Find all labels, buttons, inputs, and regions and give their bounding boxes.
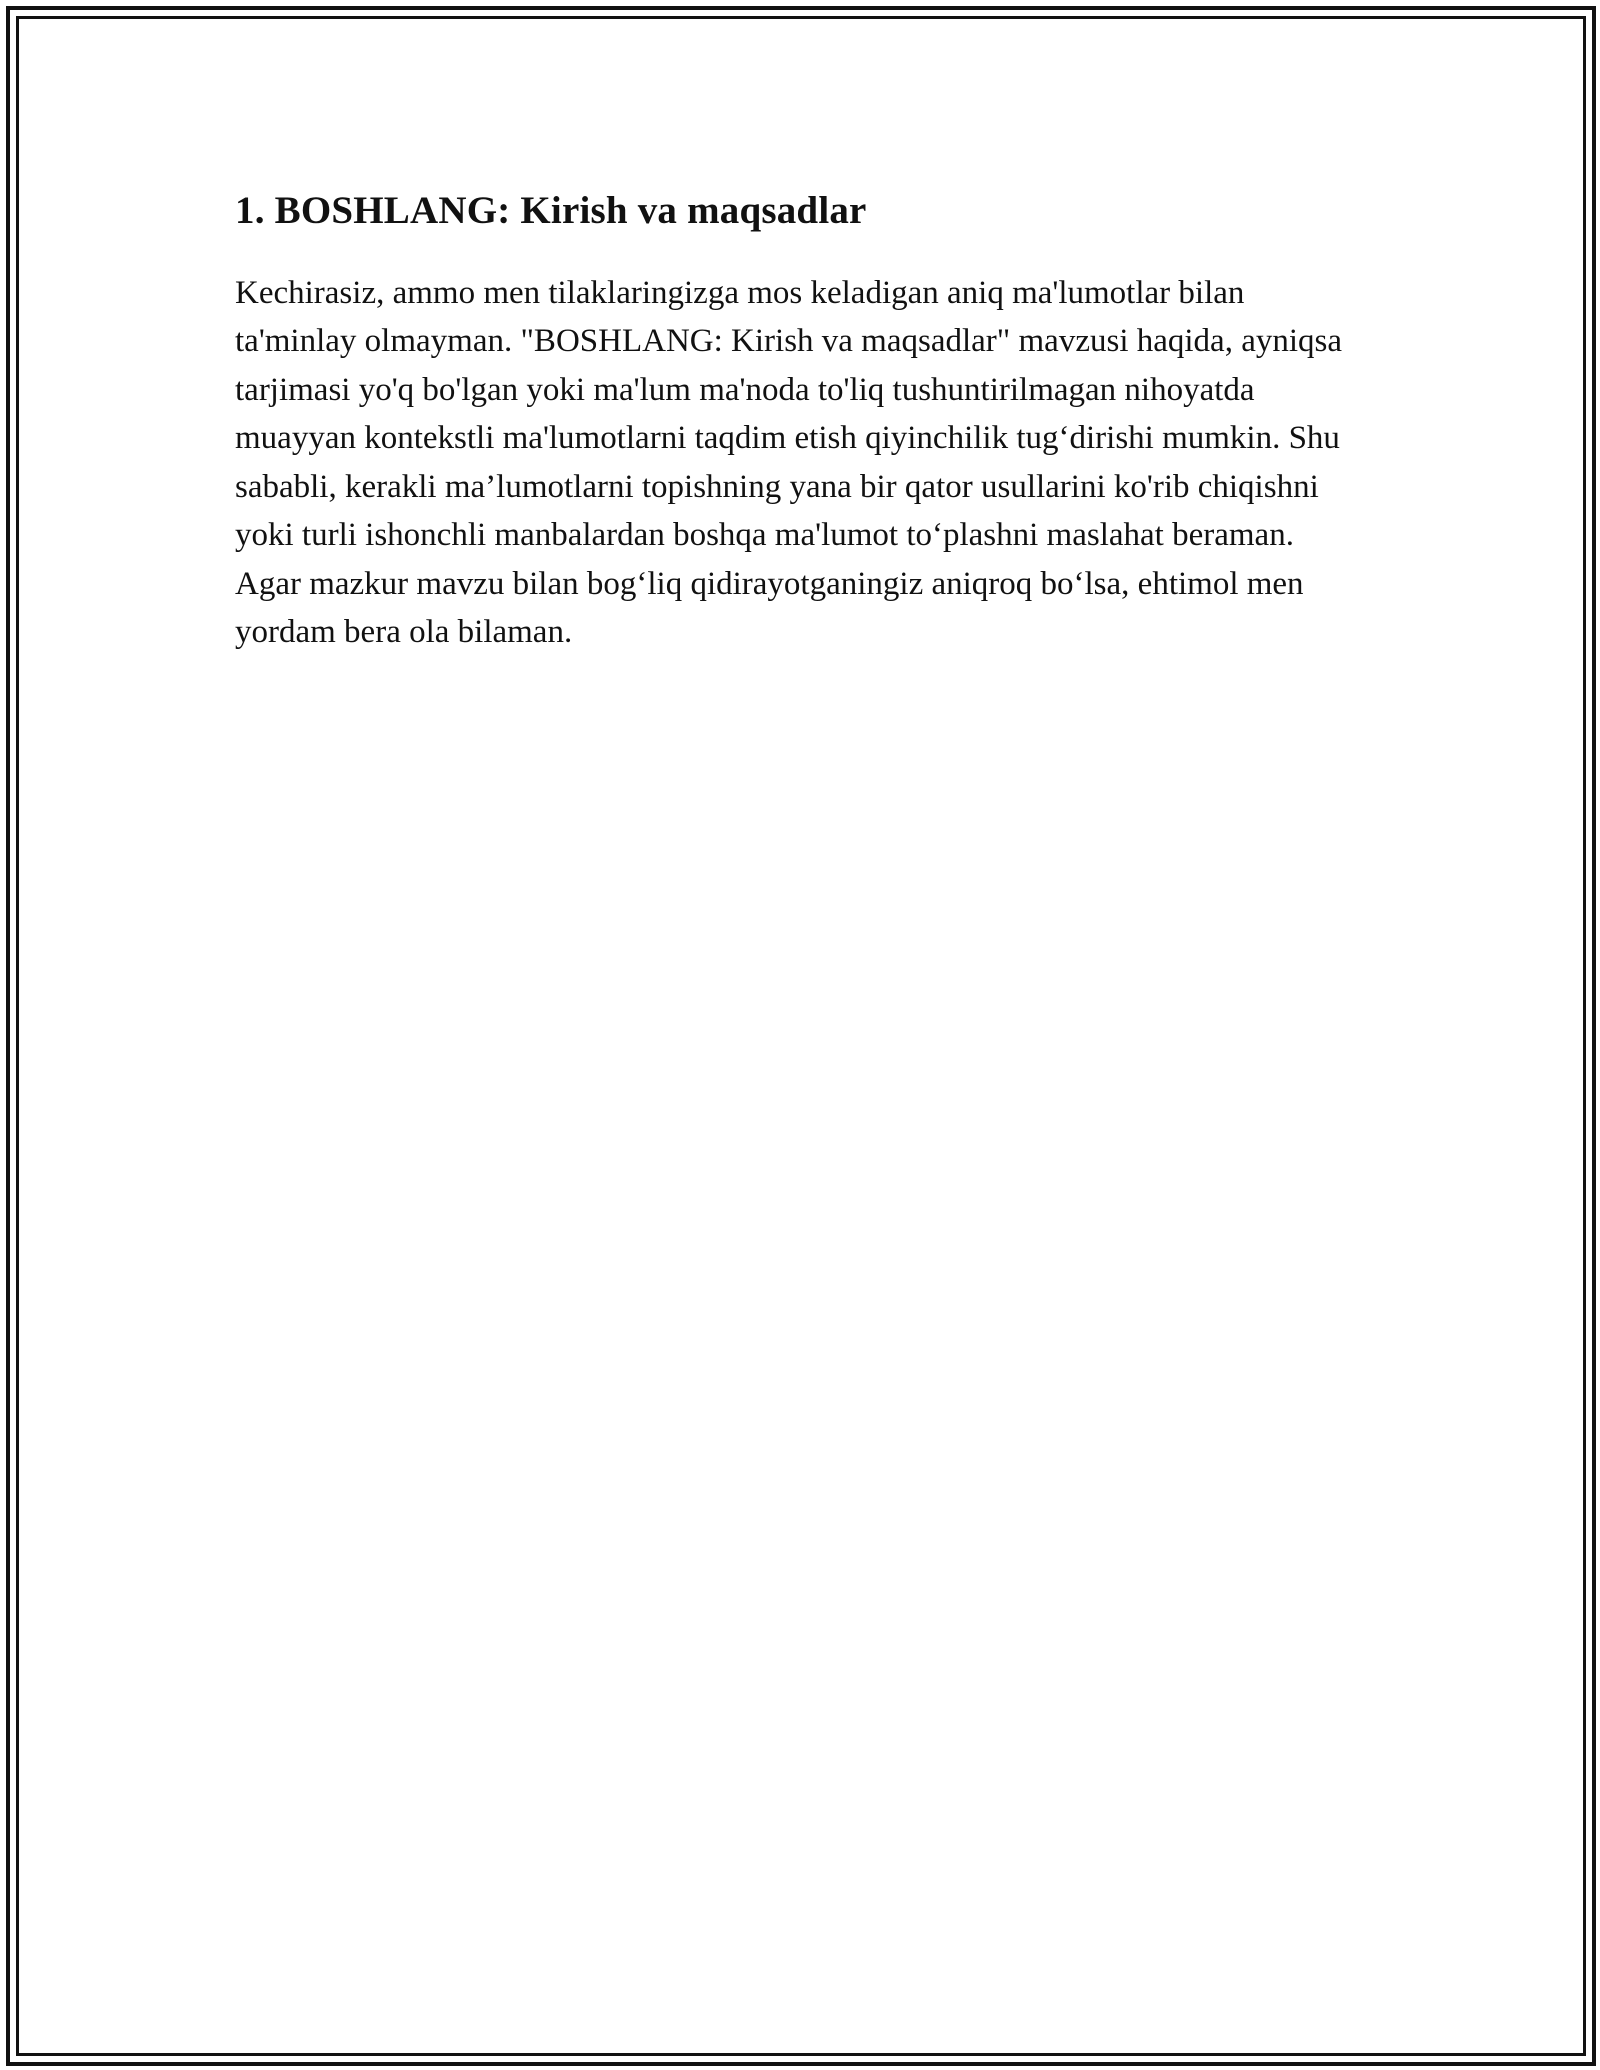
document-content: [235, 188, 1365, 657]
section-heading: 1. BOSHLANG: Kirish va maqsadlar: [235, 189, 867, 232]
body-paragraph: Kechirasiz, ammo men tilaklaringizga mos keladigan aniq ma'lumotlar bilan ta'minlay olmayman. "BOSHLANG: Kirish va maqsadlar" mavzusi haqida, ayniqsa tarjimasi yo'q bo'lgan yoki ma'lum ma'noda to'liq tushuntirilmagan nihoyatda muayyan kontekstli ma'lumotlarni taqdim etish qiyinchilik tug‘dirishi mumkin. Shu sababli, kerakli ma’lumotlarni topishning yana bir qator usullarini ko'rib chiqishni yoki turli ishonchli manbalardan boshqa ma'lumot to‘plashni maslahat beraman. Agar mazkur mavzu bilan bog‘liq qidirayotganingiz aniqroq bo‘lsa, ehtimol men yordam bera ola bilaman.: [235, 274, 1342, 651]
